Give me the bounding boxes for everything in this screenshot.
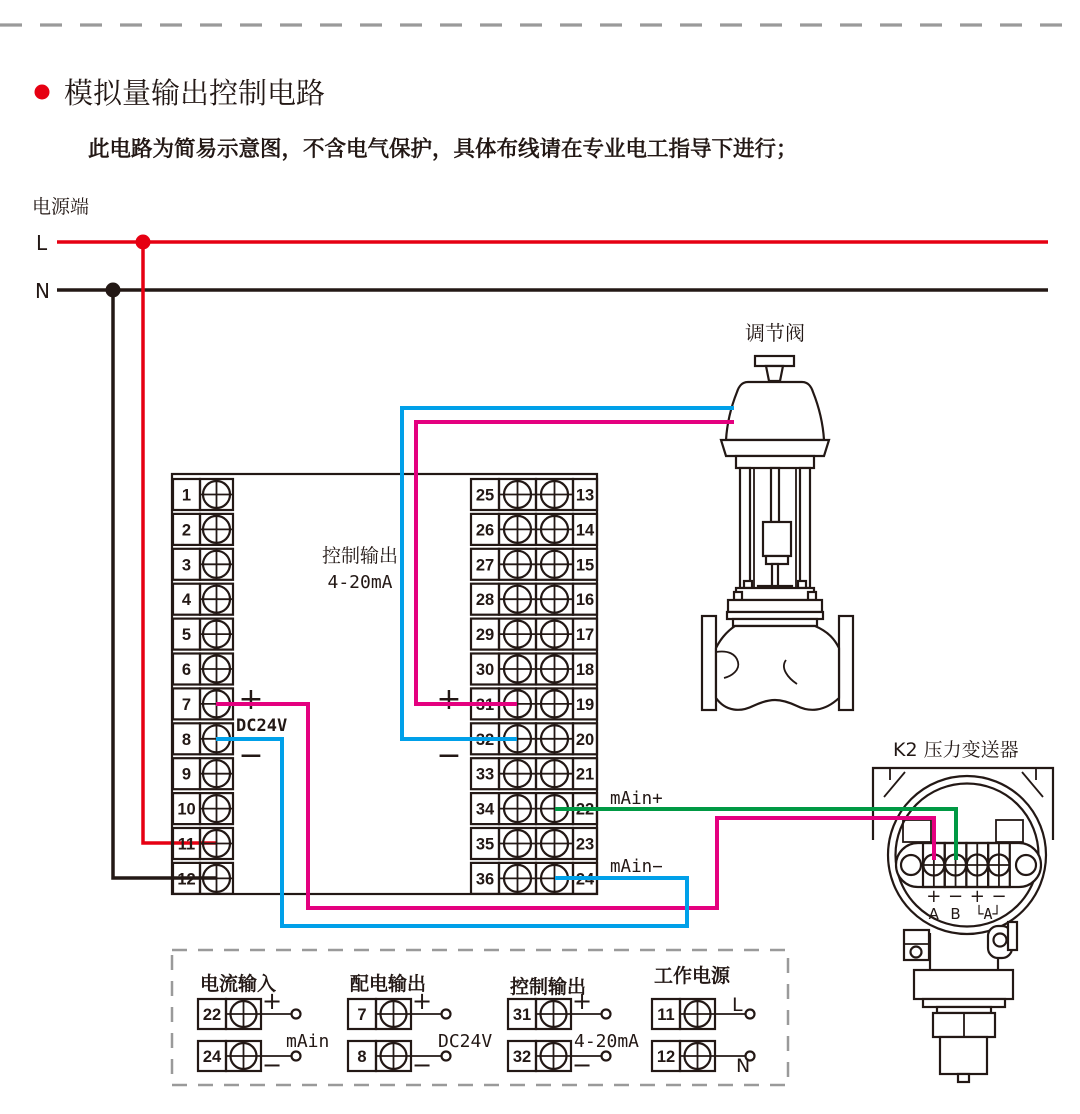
tx-sign-1: +: [926, 886, 942, 907]
control-out-minus-sign: −: [436, 738, 462, 773]
terminal-14-number: 14: [575, 521, 595, 540]
terminal-20-number: 20: [575, 730, 595, 749]
dc24v-minus-sign: −: [238, 738, 264, 773]
legend-center-label: 4-20mA: [574, 1031, 640, 1052]
legend-terminal-8-number: 8: [357, 1048, 367, 1066]
terminal-strip-left: [173, 479, 233, 894]
main-plus-label: mAin+: [610, 789, 663, 809]
valve-knob-bar: [755, 356, 794, 366]
terminal-23-number: 23: [575, 835, 595, 854]
terminal-25-number: 25: [475, 486, 495, 505]
legend-center-label: DC24V: [438, 1031, 493, 1052]
legend-open-circle: [746, 1010, 755, 1019]
terminal-16-number: 16: [575, 591, 595, 610]
legend-terminal-7-number: 7: [357, 1006, 367, 1024]
legend-title: 电流输入: [200, 973, 277, 995]
terminal-5-number: 5: [181, 626, 192, 645]
legend-center-label: mAin: [286, 1031, 330, 1052]
legend-group-2: [348, 972, 492, 1079]
transmitter-probe-tip: [958, 1074, 969, 1082]
terminal-26-number: 26: [475, 521, 495, 540]
legend-plus-sign: +: [571, 987, 593, 1015]
transmitter-bracket-foot-left: [903, 820, 931, 842]
terminal-10-number: 10: [177, 800, 196, 819]
valve-yoke-right-column: [800, 468, 810, 588]
legend-open-circle: [292, 1010, 301, 1019]
control-out-plus-sign: +: [436, 682, 462, 717]
legend-open-circle: [602, 1010, 611, 1019]
legend-terminal-22-number: 22: [202, 1006, 222, 1024]
wire-L-to-terminal11: [143, 242, 216, 843]
terminal-33-number: 33: [475, 765, 495, 784]
pressure-transmitter-drawing: [873, 739, 1053, 1082]
valve-bonnet-bolt-right: [808, 592, 816, 600]
legend-N-label: N: [736, 1055, 751, 1077]
valve-left-flange: [702, 616, 716, 710]
valve-actuator-band: [736, 456, 814, 468]
terminal-35-number: 35: [475, 835, 495, 854]
legend-title: 工作电源: [654, 965, 731, 987]
terminal-19-number: 19: [575, 695, 595, 714]
terminal-22-number: 22: [575, 800, 595, 819]
legend-group-4: [652, 964, 755, 1077]
valve-yoke-base-plate: [736, 588, 814, 600]
tx-name-bracket-A: └A┘: [974, 905, 1002, 923]
legend-title: 配电输出: [350, 973, 427, 995]
tx-name-A: A: [928, 905, 939, 923]
valve-bonnet: [728, 600, 822, 612]
valve-stem-block: [763, 522, 791, 556]
legend-minus-sign: −: [261, 1051, 283, 1079]
terminal-36-number: 36: [475, 870, 495, 889]
valve-knob-stem: [766, 366, 783, 381]
terminal-31-number: 31: [475, 695, 495, 714]
terminal-13-number: 13: [575, 486, 595, 505]
dc24v-plus-sign: +: [238, 682, 264, 717]
valve-actuator-dome: [726, 382, 824, 440]
terminal-9-number: 9: [181, 765, 192, 784]
terminal-2-number: 2: [181, 521, 192, 540]
legend-open-circle: [442, 1010, 451, 1019]
terminal-6-number: 6: [181, 661, 192, 679]
valve-stem-lower: [772, 564, 778, 588]
control-output-range: 4-20mA: [327, 572, 393, 593]
control-output-title: 控制输出: [321, 545, 399, 567]
valve-actuator-base: [721, 440, 829, 456]
page-title: 模拟量输出控制电路: [64, 76, 326, 110]
terminal-1-number: 1: [181, 486, 192, 505]
legend-open-circle: [442, 1052, 451, 1061]
terminal-34-number: 34: [475, 800, 495, 819]
valve-yoke-left-column: [740, 468, 750, 588]
legend-group-1: [198, 972, 329, 1079]
terminal-32-number: 32: [475, 730, 495, 749]
legend-plus-sign: +: [261, 987, 283, 1015]
terminal-21-number: 21: [575, 765, 595, 784]
terminal-24-number: 24: [575, 870, 595, 889]
transmitter-body-block: [914, 970, 1013, 999]
title-bullet-icon: [35, 85, 50, 100]
line-L-label: L: [36, 231, 48, 255]
legend-minus-sign: −: [411, 1051, 433, 1079]
transmitter-bracket-foot-right: [996, 820, 1023, 842]
transmitter-bracket-tick-left: [884, 772, 905, 797]
legend-minus-sign: −: [571, 1051, 593, 1079]
legend-title: 控制输出: [510, 976, 587, 998]
tx-sign-4: −: [991, 886, 1007, 907]
valve-stem-plate: [766, 556, 788, 564]
terminal-3-number: 3: [181, 556, 192, 575]
legend-terminal-31-number: 31: [512, 1006, 532, 1024]
transmitter-lug-right-tab: [1008, 922, 1017, 950]
valve-body: [716, 626, 839, 710]
terminal-17-number: 17: [575, 626, 595, 645]
caution-note: 此电路为简易示意图，不含电气保护，具体布线请在专业电工指导下进行；: [88, 137, 798, 162]
valve-label: 调节阀: [745, 321, 805, 345]
terminal-12-number: 12: [177, 870, 196, 889]
tx-sign-3: +: [969, 886, 985, 907]
valve-stem-rod: [771, 468, 779, 522]
terminal-30-number: 30: [475, 661, 495, 679]
junction-dot-L: [136, 235, 151, 250]
transmitter-label: K2 压力变送器: [893, 739, 1019, 761]
tx-sign-2: −: [947, 886, 964, 907]
terminal-18-number: 18: [575, 661, 595, 679]
terminal-4-number: 4: [181, 591, 192, 610]
junction-dot-N: [106, 283, 121, 298]
line-N-label: N: [35, 279, 50, 303]
control-valve-drawing: [702, 321, 853, 710]
legend-terminal-32-number: 32: [512, 1048, 532, 1066]
terminal-8-number: 8: [181, 730, 192, 749]
terminal-11-number: 11: [177, 835, 196, 854]
legend-group-3: [508, 975, 639, 1079]
legend-plus-sign: +: [411, 987, 433, 1015]
legend-terminal-11-number: 11: [657, 1006, 675, 1024]
terminal-28-number: 28: [475, 591, 495, 610]
terminal-strip-middle: [471, 479, 597, 894]
transmitter-probe: [940, 1037, 987, 1074]
terminal-15-number: 15: [575, 556, 595, 575]
power-source-label: 电源端: [32, 196, 90, 218]
legend-groups: [198, 964, 755, 1079]
main-minus-label: mAin−: [610, 857, 663, 877]
legend-terminal-12-number: 12: [656, 1048, 676, 1066]
tx-name-B: B: [950, 905, 961, 923]
legend-open-circle: [292, 1052, 301, 1061]
terminal-29-number: 29: [475, 626, 495, 645]
terminal-7-number: 7: [181, 695, 192, 714]
dc24v-label: DC24V: [236, 716, 288, 736]
transmitter-lug-left: [904, 930, 929, 960]
transmitter-body-plate: [923, 999, 1005, 1007]
terminal-27-number: 27: [475, 556, 495, 575]
valve-bonnet-bolt-left: [734, 592, 742, 600]
legend-terminal-24-number: 24: [202, 1048, 222, 1066]
transmitter-bracket-tick-right: [1022, 772, 1043, 797]
legend-open-circle: [602, 1052, 611, 1061]
legend-L-label: L: [732, 994, 743, 1016]
valve-right-flange: [839, 616, 853, 710]
